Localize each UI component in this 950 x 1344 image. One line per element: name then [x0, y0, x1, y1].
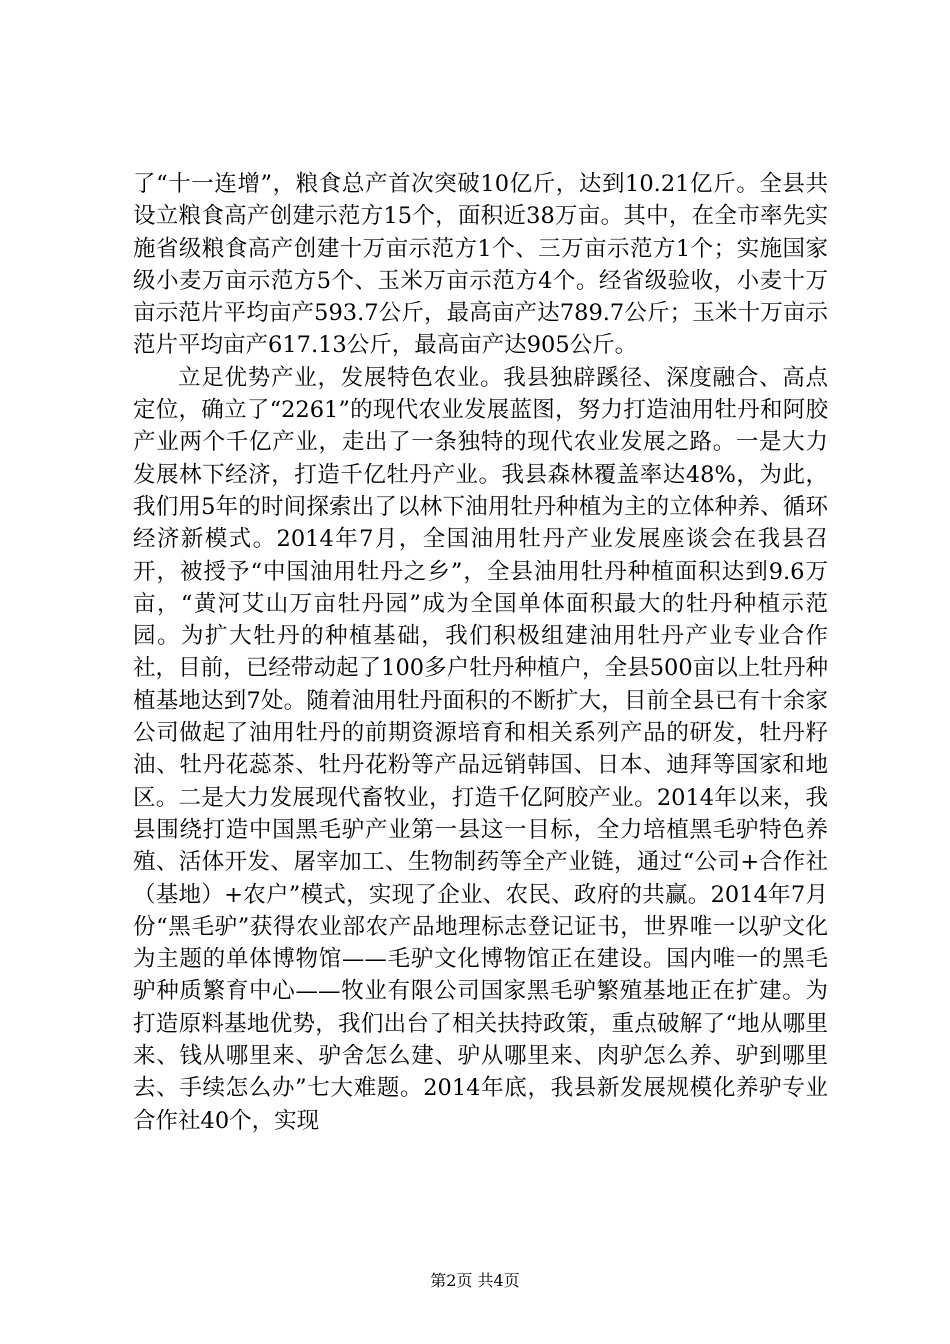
document-body [133, 168, 828, 1137]
page-footer: 第2页 共4页 [430, 1271, 520, 1290]
paragraph-grain-output: 了“十一连增”，粮食总产首次突破10亿斤，达到10.21亿斤。全县共设立粮食高产创建示范方15个，面积近38万亩。其中，在全市率先实施省级粮食高产创建十万亩示范方1个、三万亩示范方1个；实施国家级小麦万亩示范方5个、玉米万亩示范方4个。经省级验收，小麦十万亩示范片平均亩产593.7公斤，最高亩产达789.7公斤；玉米十万亩示范片平均亩产617.13公斤，最高亩产达905公斤。 [133, 171, 828, 359]
paragraph-characteristic-agriculture: 立足优势产业，发展特色农业。我县独辟蹊径、深度融合、高点定位，确立了“2261”的现代农业发展蓝图，努力打造油用牡丹和阿胶产业两个千亿产业，走出了一条独特的现代农业发展之路。一是大力发展林下经济，打造千亿牡丹产业。我县森林覆盖率达48%，为此，我们用5年的时间探索出了以林下油用牡丹种植为主的立体种养、循环经济新模式。2014年7月，全国油用牡丹产业发展座谈会在我县召开，被授予“中国油用牡丹之乡”，全县油用牡丹种植面积达到9.6万亩，“黄河艾山万亩牡丹园”成为全国单体面积最大的牡丹种植示范园。为扩大牡丹的种植基础，我们积极组建油用牡丹产业专业合作社，目前，已经带动起了100多户牡丹种植户，全县500亩以上牡丹种植基地达到7处。随着油用牡丹面积的不断扩大，目前全县已有十余家公司做起了油用牡丹的前期资源培育和相关系列产品的研发，牡丹籽油、牡丹花蕊茶、牡丹花粉等产品远销韩国、日本、迪拜等国家和地区。二是大力发展现代畜牧业，打造千亿阿胶产业。2014年以来，我县围绕打造中国黑毛驴产业第一县这一目标，全力培植黑毛驴特色养殖、活体开发、屠宰加工、生物制药等全产业链，通过“公司+合作社（基地）+农户”模式，实现了企业、农民、政府的共赢。2014年7月份“黑毛驴”获得农业部农产品地理标志登记证书，世界唯一以驴文化为主题的单体博物馆——毛驴文化博物馆正在建设。国内唯一的黑毛驴种质繁育中心——牧业有限公司国家黑毛驴繁殖基地正在扩建。为打造原料基地优势，我们出台了相关扶持政策，重点破解了“地从哪里来、钱从哪里来、驴舍怎么建、驴从哪里来、肉驴怎么养、驴到哪里去、手续怎么办”七大难题。2014年底，我县新发展规模化养驴专业合作社40个，实现 [133, 364, 828, 1134]
